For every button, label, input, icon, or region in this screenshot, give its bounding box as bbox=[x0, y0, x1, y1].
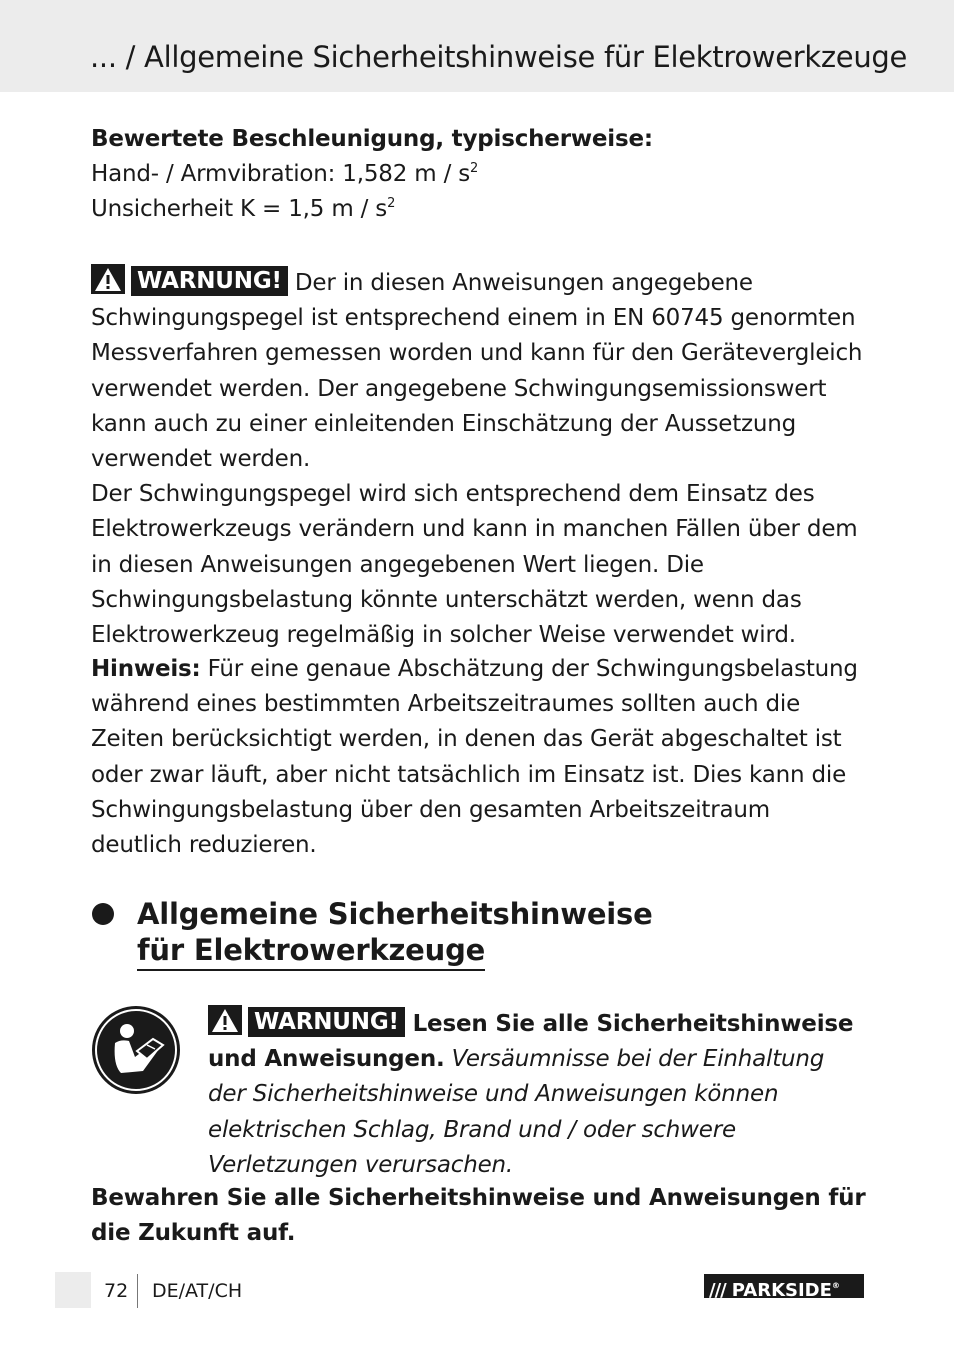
warning-badge: WARNUNG! bbox=[131, 266, 288, 296]
hand-arm-label: Hand- / Armvibration: bbox=[91, 161, 343, 188]
warning-read-instructions bbox=[91, 1005, 866, 1183]
section-heading-line1: Allgemeine Sicherheitshinweise bbox=[137, 897, 653, 931]
section-heading bbox=[137, 896, 653, 968]
logo-registered: ® bbox=[831, 1281, 840, 1290]
section-heading-line2: für Elektrowerkzeuge bbox=[137, 933, 485, 971]
uncertainty-exponent: 2 bbox=[387, 196, 396, 212]
section-bullet-icon bbox=[92, 903, 114, 925]
warning-read-italic: Versäumnisse bei der Einhaltung der Sicherheitshinweise und Anweisungen können elektrischen Schlag, Brand und / oder schwere Verletzungen verursachen. bbox=[208, 1046, 825, 1178]
keep-instructions: Bewahren Sie alle Sicherheitshinweise und Anweisungen für die Zukunft auf. bbox=[91, 1185, 866, 1247]
warning-triangle-icon bbox=[91, 264, 125, 294]
footer-region: DE/AT/CH bbox=[152, 1280, 243, 1302]
vibration-heading: Bewertete Beschleunigung, typischerweise: bbox=[91, 126, 653, 152]
warning-vibration bbox=[91, 264, 866, 653]
uncertainty-label: Unsicherheit K = bbox=[91, 196, 289, 223]
warning-text: Der in diesen Anweisungen angegebene Schwingungspegel ist entsprechend einem in EN 60745 genormten Messverfahren gemessen worden und kann für den Gerätevergleich verwendet werden. Der angegebene Schwingungsemissionswert kann auch zu einer einleitenden Einschätzung der Aussetzung verwendet werden. bbox=[91, 270, 863, 473]
warning-triangle-icon bbox=[208, 1005, 242, 1035]
logo-slashes: /// bbox=[709, 1280, 726, 1301]
uncertainty bbox=[91, 192, 866, 227]
hand-arm-exponent: 2 bbox=[470, 161, 479, 177]
footer-divider bbox=[137, 1274, 138, 1308]
hand-arm-vibration bbox=[91, 157, 866, 192]
note-label: Hinweis: bbox=[91, 656, 201, 682]
page-header bbox=[0, 0, 954, 92]
footer-tab bbox=[55, 1272, 91, 1308]
warning-read-line bbox=[91, 1005, 866, 1183]
warning-paragraph-1 bbox=[91, 264, 866, 477]
page-number: 72 bbox=[104, 1280, 129, 1302]
parkside-logo bbox=[704, 1274, 864, 1301]
logo-brand: PARKSIDE bbox=[731, 1280, 832, 1301]
hand-arm-value: 1,582 m / s bbox=[342, 161, 471, 188]
warning-read-bold: Lesen Sie alle Sicherheitshinweise und Anweisungen. bbox=[208, 1011, 854, 1073]
note-text: Für eine genaue Abschätzung der Schwingungsbelastung während eines bestimmten Arbeitszeitraumes sollten auch die Zeiten berücksichtigt werden, in denen das Gerät abgeschaltet ist oder zwar läuft, aber nicht tatsächlich im Einsatz ist. Dies kann die Schwingungsbelastung über den gesamten Arbeitszeitraum deutlich reduzieren. bbox=[91, 656, 858, 859]
warning-paragraph-2: Der Schwingungspegel wird sich entsprechend dem Einsatz des Elektrowerkzeugs verändern und kann in manchen Fällen über dem in diesen Anweisungen angegebenen Wert liegen. Die Schwingungsbelastung könnte unterschätzt werden, wenn das Elektrowerkzeug regelmäßig in solcher Weise verwendet wird. bbox=[91, 481, 858, 649]
uncertainty-value: 1,5 m / s bbox=[288, 196, 388, 223]
note-block bbox=[91, 652, 866, 863]
warning-badge: WARNUNG! bbox=[248, 1007, 405, 1037]
vibration-block bbox=[91, 122, 866, 228]
page-title: ... / Allgemeine Sicherheitshinweise für Elektrowerkzeuge bbox=[90, 40, 908, 74]
